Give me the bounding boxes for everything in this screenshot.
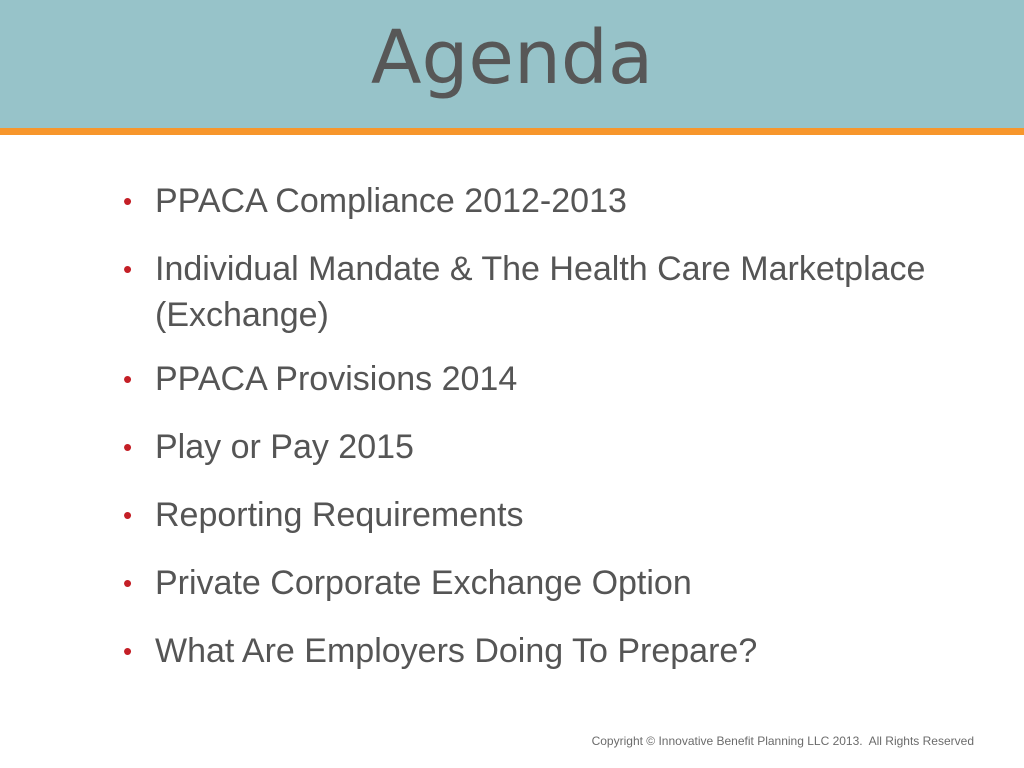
agenda-item: [123, 628, 943, 674]
agenda-item-label: PPACA Provisions 2014: [155, 360, 518, 398]
agenda-list: [123, 178, 943, 696]
bullet-dot-icon: •: [123, 636, 133, 666]
bullet-dot-icon: •: [123, 500, 133, 530]
bullet-dot-icon: •: [123, 254, 133, 284]
agenda-item-label: Individual Mandate & The Health Care Marketplace (Exchange): [155, 250, 926, 334]
agenda-item-label: Play or Pay 2015: [155, 428, 414, 466]
agenda-item-label: Reporting Requirements: [155, 496, 524, 534]
agenda-item: [123, 424, 943, 470]
agenda-item-label: What Are Employers Doing To Prepare?: [155, 632, 758, 670]
agenda-item: [123, 492, 943, 538]
agenda-item: [123, 356, 943, 402]
copyright-footer: Copyright © Innovative Benefit Planning LLC 2013. All Rights Reserved: [591, 734, 974, 748]
agenda-item: [123, 178, 943, 224]
bullet-dot-icon: •: [123, 432, 133, 462]
header-band: [0, 0, 1024, 128]
agenda-item: [123, 560, 943, 606]
bullet-dot-icon: •: [123, 364, 133, 394]
agenda-item-label: Private Corporate Exchange Option: [155, 564, 692, 602]
agenda-item: [123, 246, 943, 338]
agenda-item-label: PPACA Compliance 2012-2013: [155, 182, 627, 220]
slide-title: Agenda: [370, 15, 654, 101]
bullet-dot-icon: •: [123, 568, 133, 598]
bullet-dot-icon: •: [123, 186, 133, 216]
header-divider: [0, 128, 1024, 135]
